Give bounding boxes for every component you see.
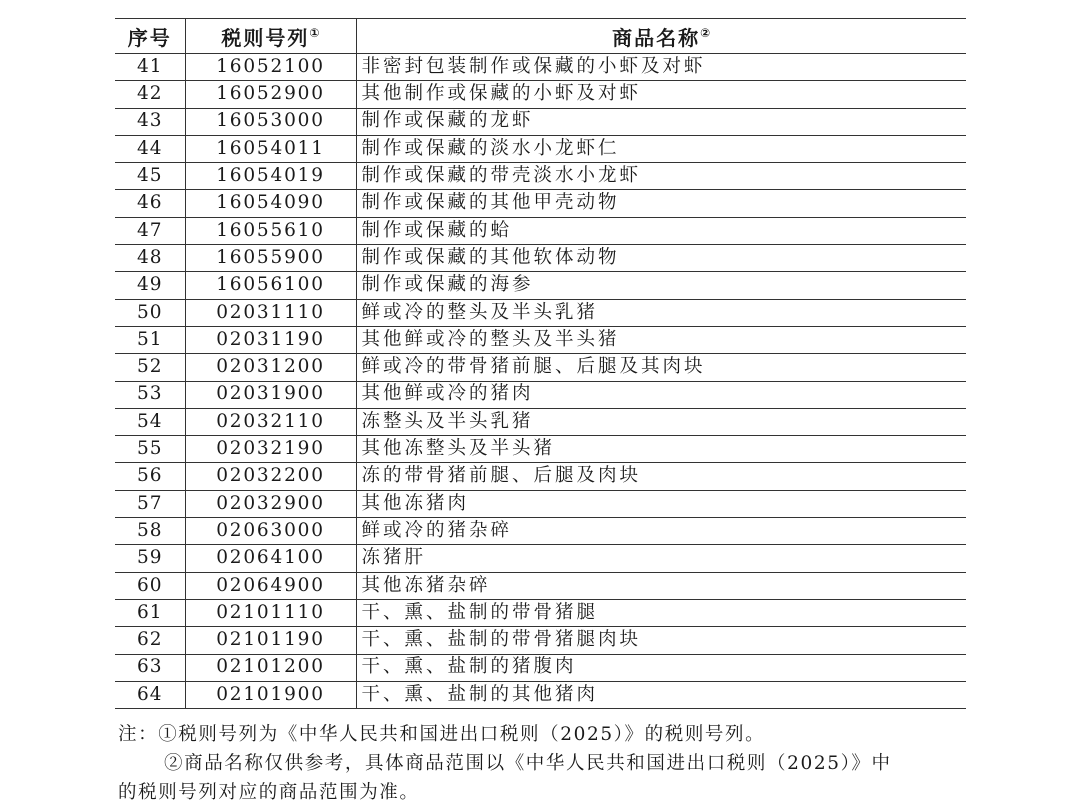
- table-row: [115, 490, 966, 517]
- product-name-cell: 制作或保藏的蛤: [356, 217, 966, 244]
- seq-cell: 44: [115, 135, 185, 162]
- product-name-cell: 干、熏、盐制的其他猪肉: [356, 681, 966, 708]
- table-row: [115, 163, 966, 190]
- product-name-cell: 其他冻整头及半头猪: [356, 436, 966, 463]
- table-row: [115, 408, 966, 435]
- product-name-cell: 制作或保藏的带壳淡水小龙虾: [356, 163, 966, 190]
- seq-cell: 43: [115, 108, 185, 135]
- tariff-code-cell: 16052100: [185, 54, 356, 81]
- tariff-code-cell: 02032900: [185, 490, 356, 517]
- table-row: [115, 572, 966, 599]
- seq-cell: 59: [115, 545, 185, 572]
- header-name: [356, 19, 966, 54]
- seq-cell: 50: [115, 299, 185, 326]
- header-seq: [115, 19, 185, 54]
- table-row: [115, 190, 966, 217]
- seq-cell: 49: [115, 272, 185, 299]
- header-code-label: 税则号列: [221, 25, 310, 50]
- seq-cell: 52: [115, 354, 185, 381]
- product-name-cell: 鲜或冷的猪杂碎: [356, 518, 966, 545]
- header-code-footnote-mark: ①: [309, 25, 320, 40]
- tariff-code-cell: 02063000: [185, 518, 356, 545]
- footnote-1: 注：①税则号列为《中华人民共和国进出口税则（2025）》的税则号列。: [118, 724, 766, 745]
- table-row: [115, 108, 966, 135]
- product-name-cell: 其他制作或保藏的小虾及对虾: [356, 81, 966, 108]
- product-name-cell: 其他鲜或冷的整头及半头猪: [356, 326, 966, 353]
- table-row: [115, 299, 966, 326]
- table-row: [115, 135, 966, 162]
- product-name-cell: 鲜或冷的整头及半头乳猪: [356, 299, 966, 326]
- tariff-code-cell: 02032110: [185, 408, 356, 435]
- tariff-code-cell: 02032190: [185, 436, 356, 463]
- seq-cell: 53: [115, 381, 185, 408]
- product-name-cell: 制作或保藏的淡水小龙虾仁: [356, 135, 966, 162]
- product-name-cell: 其他冻猪杂碎: [356, 572, 966, 599]
- tariff-code-cell: 02031200: [185, 354, 356, 381]
- tariff-code-cell: 02101190: [185, 627, 356, 654]
- seq-cell: 58: [115, 518, 185, 545]
- product-name-cell: 鲜或冷的带骨猪前腿、后腿及其肉块: [356, 354, 966, 381]
- footnote-2-continued: 的税则号列对应的商品范围为准。: [118, 782, 420, 803]
- seq-cell: 54: [115, 408, 185, 435]
- tariff-code-cell: 16053000: [185, 108, 356, 135]
- tariff-code-cell: 16052900: [185, 81, 356, 108]
- product-name-cell: 其他鲜或冷的猪肉: [356, 381, 966, 408]
- tariff-code-cell: 02031900: [185, 381, 356, 408]
- seq-cell: 48: [115, 245, 185, 272]
- table-row: [115, 545, 966, 572]
- header-name-label: 商品名称: [612, 25, 701, 50]
- seq-cell: 42: [115, 81, 185, 108]
- seq-cell: 51: [115, 326, 185, 353]
- table-row: [115, 245, 966, 272]
- product-name-cell: 干、熏、盐制的带骨猪腿: [356, 599, 966, 626]
- table-row: [115, 54, 966, 81]
- tariff-code-cell: 16054011: [185, 135, 356, 162]
- product-name-cell: 制作或保藏的其他软体动物: [356, 245, 966, 272]
- product-name-cell: 干、熏、盐制的带骨猪腿肉块: [356, 627, 966, 654]
- tariff-code-cell: 16055900: [185, 245, 356, 272]
- table-row: [115, 518, 966, 545]
- seq-cell: 56: [115, 463, 185, 490]
- product-name-cell: 制作或保藏的海参: [356, 272, 966, 299]
- tariff-code-cell: 02101900: [185, 681, 356, 708]
- product-name-cell: 其他冻猪肉: [356, 490, 966, 517]
- header-code: [185, 19, 356, 54]
- seq-cell: 62: [115, 627, 185, 654]
- tariff-code-cell: 02032200: [185, 463, 356, 490]
- seq-cell: 61: [115, 599, 185, 626]
- table-row: [115, 272, 966, 299]
- seq-cell: 46: [115, 190, 185, 217]
- header-seq-label: 序号: [127, 25, 172, 50]
- product-name-cell: 冻的带骨猪前腿、后腿及肉块: [356, 463, 966, 490]
- table-row: [115, 599, 966, 626]
- seq-cell: 45: [115, 163, 185, 190]
- table-row: [115, 654, 966, 681]
- tariff-code-cell: 16056100: [185, 272, 356, 299]
- table-row: [115, 81, 966, 108]
- tariff-code-cell: 16054090: [185, 190, 356, 217]
- tariff-code-cell: 02101200: [185, 654, 356, 681]
- header-name-footnote-mark: ②: [700, 25, 711, 40]
- table-row: [115, 681, 966, 708]
- footnotes: [118, 720, 958, 807]
- product-name-cell: 冻猪肝: [356, 545, 966, 572]
- tariff-code-cell: 02031110: [185, 299, 356, 326]
- table-row: [115, 381, 966, 408]
- seq-cell: 60: [115, 572, 185, 599]
- tariff-table: [115, 18, 966, 709]
- table-row: [115, 463, 966, 490]
- tariff-code-cell: 02031190: [185, 326, 356, 353]
- tariff-code-cell: 16054019: [185, 163, 356, 190]
- table-row: [115, 436, 966, 463]
- table-row: [115, 326, 966, 353]
- seq-cell: 57: [115, 490, 185, 517]
- seq-cell: 64: [115, 681, 185, 708]
- table-row: [115, 354, 966, 381]
- tariff-code-cell: 02064900: [185, 572, 356, 599]
- tariff-code-cell: 02101110: [185, 599, 356, 626]
- table-header-row: [115, 19, 966, 54]
- table-row: [115, 217, 966, 244]
- tariff-code-cell: 16055610: [185, 217, 356, 244]
- product-name-cell: 冻整头及半头乳猪: [356, 408, 966, 435]
- product-name-cell: 制作或保藏的其他甲壳动物: [356, 190, 966, 217]
- table-row: [115, 627, 966, 654]
- product-name-cell: 非密封包装制作或保藏的小虾及对虾: [356, 54, 966, 81]
- seq-cell: 55: [115, 436, 185, 463]
- footnote-2: ②商品名称仅供参考，具体商品范围以《中华人民共和国进出口税则（2025）》中: [164, 753, 892, 774]
- seq-cell: 41: [115, 54, 185, 81]
- product-name-cell: 制作或保藏的龙虾: [356, 108, 966, 135]
- seq-cell: 47: [115, 217, 185, 244]
- seq-cell: 63: [115, 654, 185, 681]
- tariff-code-cell: 02064100: [185, 545, 356, 572]
- product-name-cell: 干、熏、盐制的猪腹肉: [356, 654, 966, 681]
